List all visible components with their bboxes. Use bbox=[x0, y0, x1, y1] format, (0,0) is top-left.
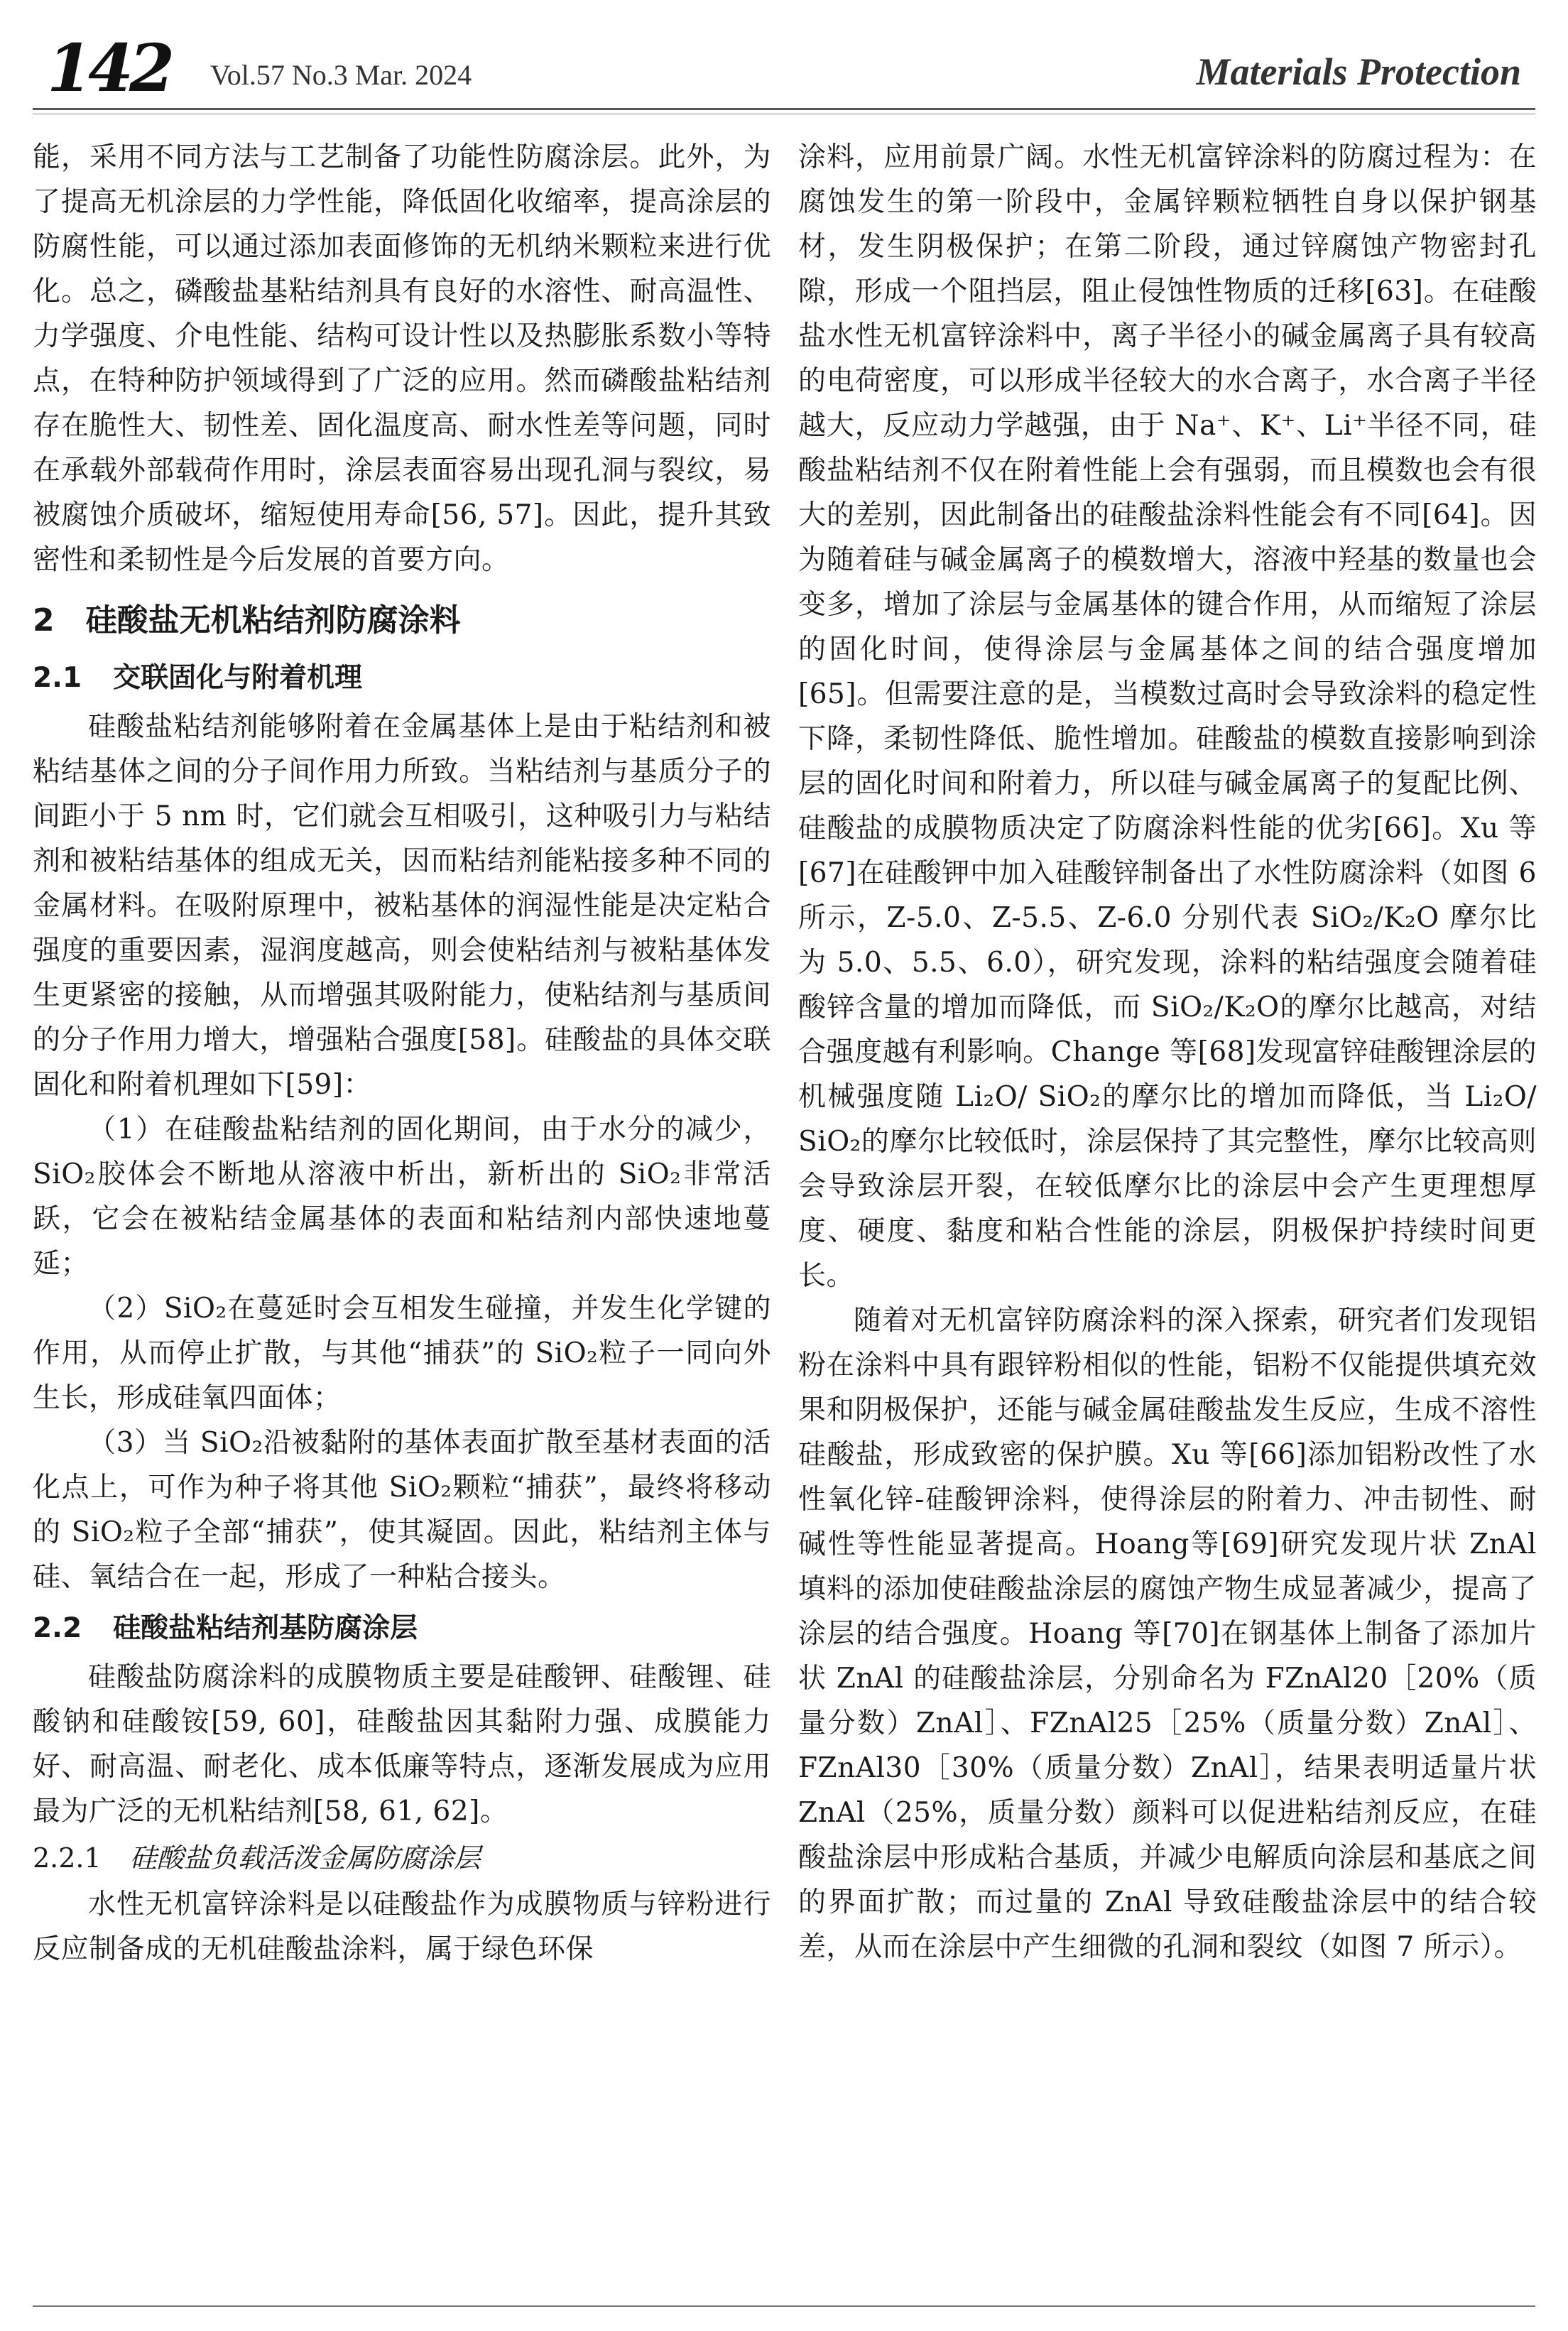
paragraph: 随着对无机富锌防腐涂料的深入探索，研究者们发现铝粉在涂料中具有跟锌粉相似的性能，铝粉不仅能提供填充效果和阴极保护，还能与碱金属硅酸盐发生反应，生成不溶性硅酸盐，形成致密的保护膜。Xu 等[66]添加铝粉改性了水性氧化锌-硅酸钾涂料，使得涂层的附着力、冲击韧性、耐碱性等性能显著提高。Hoang等[69]研究发现片状 ZnAl 填料的添加使硅酸盐涂层的腐蚀产物生成显著减少，提高了涂层的结合强度。Hoang 等[70]在钢基体上制备了添加片状 ZnAl 的硅酸盐涂层，分别命名为 FZnAl20［20%（质量分数）ZnAl］、FZnAl25［25%（质量分数）ZnAl］、FZnAl30［30%（质量分数）ZnAl］，结果表明适量片状 ZnAl（25%，质量分数）颜料可以促进粘结剂反应，在硅酸盐涂层中形成粘合基质，并减少电解质向涂层和基底之间的界面扩散；而过量的 ZnAl 导致硅酸盐涂层中的结合较差，从而在涂层中产生细微的孔洞和裂纹（如图 7 所示）。 bbox=[798, 1305, 1537, 1963]
section-heading bbox=[33, 598, 771, 643]
subsubsection-heading bbox=[33, 1837, 771, 1879]
subsection-heading bbox=[33, 1607, 771, 1651]
list-item: （3）当 SiO₂沿被黏附的基体表面扩散至基材表面的活化点上，可作为种子将其他 SiO₂颗粒“捕获”，最终将移动的 SiO₂粒子全部“捕获”，使其凝固。因此，粘结剂主体与硅、氧结合在一起，形成了一种粘合接头。 bbox=[33, 1427, 771, 1593]
subsubsection-title: 硅酸盐负载活泼金属防腐涂层 bbox=[129, 1842, 481, 1874]
list-item: （1）在硅酸盐粘结剂的固化期间，由于水分的减少，SiO₂胶体会不断地从溶液中析出，新析出的 SiO₂非常活跃，它会在被粘结金属基体的表面和粘结剂内部快速地蔓延； bbox=[33, 1114, 771, 1280]
subsection-heading bbox=[33, 656, 771, 700]
subsection-title: 硅酸盐粘结剂基防腐涂层 bbox=[113, 1612, 418, 1644]
issue-info: Vol.57 No.3 Mar. 2024 bbox=[210, 59, 472, 91]
right-column bbox=[798, 135, 1537, 2294]
journal-title: Materials Protection bbox=[1196, 50, 1521, 93]
section-title: 硅酸盐无机粘结剂防腐涂料 bbox=[85, 602, 461, 639]
paragraph: 涂料，应用前景广阔。水性无机富锌涂料的防腐过程为：在腐蚀发生的第一阶段中，金属锌颗粒牺牲自身以保护钢基材，发生阴极保护；在第二阶段，通过锌腐蚀产物密封孔隙，形成一个阻挡层，阻止侵蚀性物质的迁移[63]。在硅酸盐水性无机富锌涂料中，离子半径小的碱金属离子具有较高的电荷密度，可以形成半径较大的水合离子，水合离子半径越大，反应动力学越强，由于 Na⁺、K⁺、Li⁺半径不同，硅酸盐粘结剂不仅在附着性能上会有强弱，而且模数也会有很大的差别，因此制备出的硅酸盐涂料性能会有不同[64]。因为随着硅与碱金属离子的模数增大，溶液中羟基的数量也会变多，增加了涂层与金属基体的键合作用，从而缩短了涂层的固化时间，使得涂层与金属基体之间的结合强度增加[65]。但需要注意的是，当模数过高时会导致涂料的稳定性下降，柔韧性降低、脆性增加。硅酸盐的模数直接影响到涂层的固化时间和附着力，所以硅与碱金属离子的复配比例、硅酸盐的成膜物质决定了防腐涂料性能的优劣[66]。Xu 等[67]在硅酸钾中加入硅酸锌制备出了水性防腐涂料（如图 6 所示，Z-5.0、Z-5.5、Z-6.0 分别代表 SiO₂/K₂O 摩尔比为 5.0、5.5、6.0），研究发现，涂料的粘结强度会随着硅酸锌含量的增加而降低，而 SiO₂/K₂O的摩尔比越高，对结合强度越有利影响。Change 等[68]发现富锌硅酸锂涂层的机械强度随 Li₂O/ SiO₂的摩尔比的增加而降低，当 Li₂O/ SiO₂的摩尔比较低时，涂层保持了其完整性，摩尔比较高则会导致涂层开裂，在较低摩尔比的涂层中会产生更理想厚度、硬度、黏度和粘合性能的涂层，阴极保护持续时间更长。 bbox=[798, 141, 1537, 1292]
subsubsection-number: 2.2.1 bbox=[33, 1842, 102, 1874]
subsection-title: 交联固化与附着机理 bbox=[113, 662, 363, 694]
footer-rule bbox=[33, 2305, 1535, 2307]
left-column bbox=[33, 135, 771, 2294]
header-rule bbox=[33, 108, 1535, 110]
paragraph: 水性无机富锌涂料是以硅酸盐作为成膜物质与锌粉进行反应制备成的无机硅酸盐涂料，属于绿色环保 bbox=[33, 1889, 771, 1965]
section-number: 2 bbox=[33, 602, 55, 639]
paragraph: 硅酸盐防腐涂料的成膜物质主要是硅酸钾、硅酸锂、硅酸钠和硅酸铵[59, 60]，硅酸盐因其黏附力强、成膜能力好、耐高温、耐老化、成本低廉等特点，逐渐发展成为应用最为广泛的无机粘结剂[58, 61, 62]。 bbox=[33, 1661, 771, 1827]
subsection-number: 2.1 bbox=[33, 662, 82, 694]
paragraph: 能，采用不同方法与工艺制备了功能性防腐涂层。此外，为了提高无机涂层的力学性能，降低固化收缩率，提高涂层的防腐性能，可以通过添加表面修饰的无机纳米颗粒来进行优化。总之，磷酸盐基粘结剂具有良好的水溶性、耐高温性、力学强度、介电性能、结构可设计性以及热膨胀系数小等特点，在特种防护领域得到了广泛的应用。然而磷酸盐粘结剂存在脆性大、韧性差、固化温度高、耐水性差等问题，同时在承载外部载荷作用时，涂层表面容易出现孔洞与裂纹，易被腐蚀介质破坏，缩短使用寿命[56, 57]。因此，提升其致密性和柔韧性是今后发展的首要方向。 bbox=[33, 141, 771, 576]
subsection-number: 2.2 bbox=[33, 1612, 82, 1644]
paragraph: 硅酸盐粘结剂能够附着在金属基体上是由于粘结剂和被粘结基体之间的分子间作用力所致。当粘结剂与基质分子的间距小于 5 nm 时，它们就会互相吸引，这种吸引力与粘结剂和被粘结基体的组成无关，因而粘结剂能粘接多种不同的金属材料。在吸附原理中，被粘基体的润湿性能是决定粘合强度的重要因素，湿润度越高，则会使粘结剂与被粘基体发生更紧密的接触，从而增强其吸附能力，使粘结剂与基质间的分子作用力增大，增强粘合强度[58]。硅酸盐的具体交联固化和附着机理如下[59]： bbox=[33, 711, 771, 1101]
page-header bbox=[33, 30, 1535, 108]
list-item: （2）SiO₂在蔓延时会互相发生碰撞，并发生化学键的作用，从而停止扩散，与其他“捕获”的 SiO₂粒子一同向外生长，形成硅氧四面体； bbox=[33, 1293, 771, 1414]
page-number: 142 bbox=[47, 30, 171, 107]
